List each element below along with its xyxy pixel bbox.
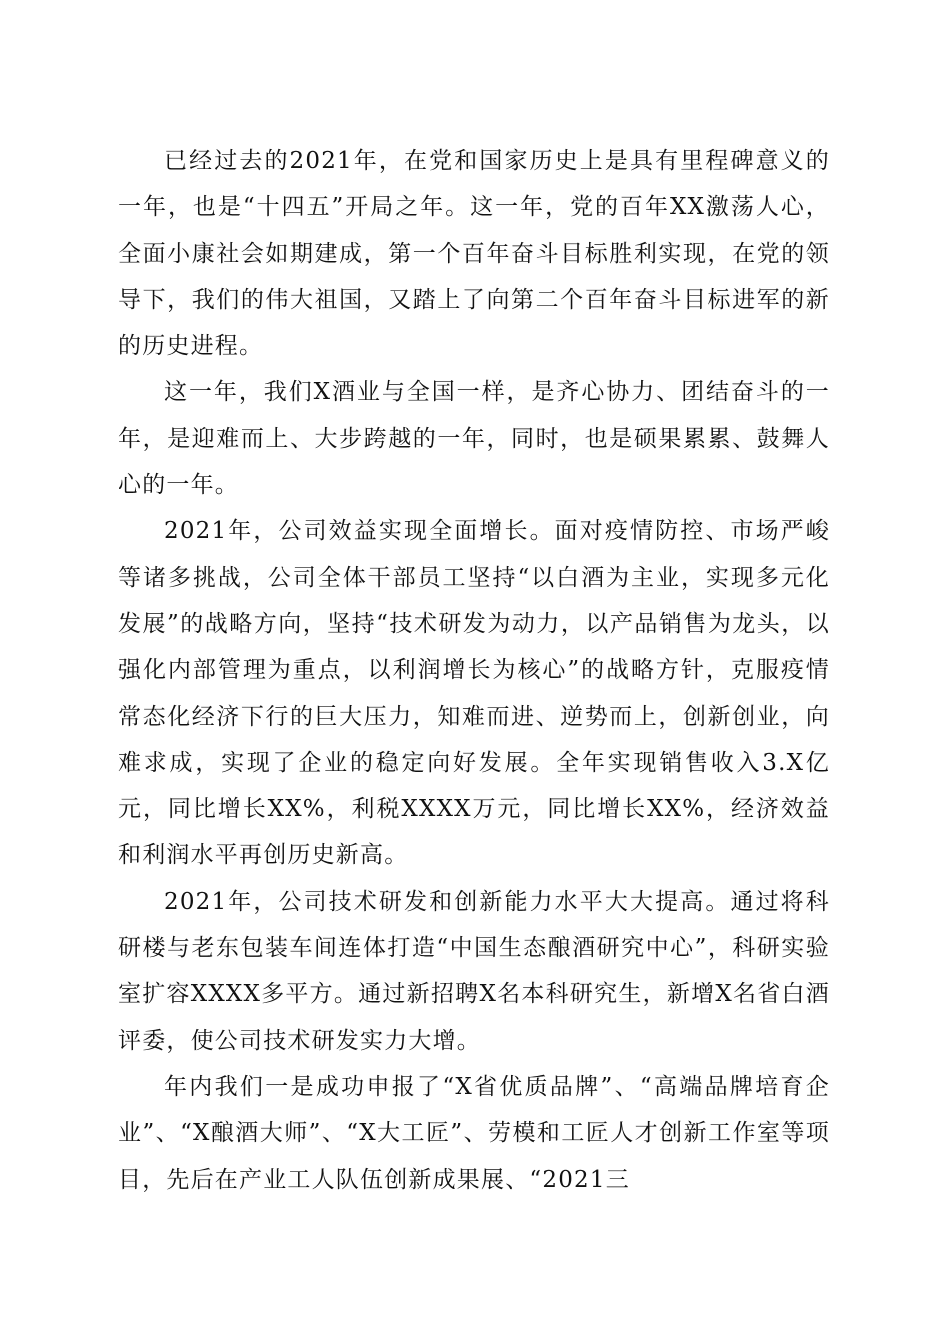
paragraph-5: 年内我们一是成功申报了“X省优质品牌”、“高端品牌培育企业”、“X酿酒大师”、“X大工匠”、劳模和工匠人才创新工作室等项目，先后在产业工人队伍创新成果展、“2021三: [118, 1073, 830, 1193]
paragraph-2: 这一年，我们X酒业与全国一样，是齐心协力、团结奋斗的一年，是迎难而上、大步跨越的一年，同时，也是硕果累累、鼓舞人心的一年。: [118, 379, 830, 499]
paragraph-1: 已经过去的2021年，在党和国家历史上是具有里程碑意义的一年，也是“十四五”开局之年。这一年，党的百年XX激荡人心，全面小康社会如期建成，第一个百年奋斗目标胜利实现，在党的领导下，我们的伟大祖国，又踏上了向第二个百年奋斗目标进军的新的历史进程。: [118, 148, 830, 360]
document-body: [118, 138, 830, 1203]
paragraph-3: 2021年，公司效益实现全面增长。面对疫情防控、市场严峻等诸多挑战，公司全体干部员工坚持“以白酒为主业，实现多元化发展”的战略方向，坚持“技术研发为动力，以产品销售为龙头，以强化内部管理为重点，以利润增长为核心”的战略方针，克服疫情常态化经济下行的巨大压力，知难而进、逆势而上，创新创业，向难求成，实现了企业的稳定向好发展。全年实现销售收入3.X亿元，同比增长XX%，利税XXXX万元，同比增长XX%，经济效益和利润水平再创历史新高。: [118, 518, 830, 869]
paragraph-4: 2021年，公司技术研发和创新能力水平大大提高。通过将科研楼与老东包装车间连体打造“中国生态酿酒研究中心”，科研实验室扩容XXXX多平方。通过新招聘X名本科研究生，新增X名省白酒评委，使公司技术研发实力大增。: [118, 888, 830, 1054]
